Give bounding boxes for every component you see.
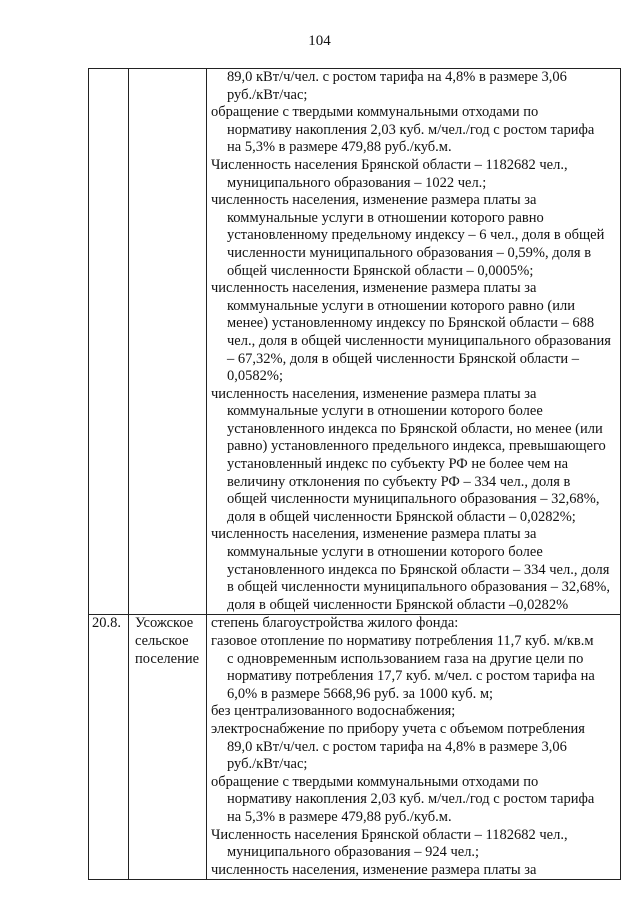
text-line: нормативу накопления 2,03 куб. м/чел./год с ростом тарифа (227, 121, 595, 138)
text-line: руб./кВт/час; (227, 86, 308, 103)
description-cell (207, 69, 621, 615)
text-line: нормативу накопления 2,03 куб. м/чел./год с ростом тарифа (227, 791, 595, 808)
text-line: установленного индекса по Брянской области – 334 чел., доля (227, 561, 610, 578)
settlement-name-cell (129, 69, 207, 615)
text-line: коммунальные услуги в отношении которого равно (227, 209, 544, 226)
settlement-name-line: Усожское (135, 615, 194, 632)
text-line: без централизованного водоснабжения; (211, 703, 456, 720)
text-line: электроснабжение по прибору учета с объемом потребления (211, 720, 585, 737)
page-number: 104 (308, 33, 331, 49)
text-line: равно) установленного предельного индекса, превышающего (227, 438, 606, 455)
description-cell (207, 615, 621, 880)
table-row-20-8 (89, 615, 621, 880)
text-line: 89,0 кВт/ч/чел. с ростом тарифа на 4,8% в размере 3,06 (227, 69, 567, 85)
settlement-name-line: сельское (135, 633, 189, 649)
text-line: чел., доля в общей численности муниципального образования (227, 332, 611, 349)
text-line: численность населения, изменение размера платы за (211, 861, 537, 878)
row-number-cell (89, 69, 129, 615)
text-line: менее) установленному индексу по Брянской области – 688 (227, 315, 595, 332)
text-line: численность населения, изменение размера платы за (211, 192, 537, 209)
text-line: муниципального образования – 924 чел.; (227, 844, 480, 861)
text-line: численность населения, изменение размера платы за (211, 385, 537, 402)
text-line: в общей численности муниципального образования – 32,68%, (227, 579, 610, 596)
settlement-name-line: поселение (135, 650, 200, 667)
text-line: нормативу потребления 17,7 куб. м/чел. с ростом тарифа на (227, 668, 595, 685)
text-line: коммунальные услуги в отношении которого более (227, 403, 543, 420)
text-line: установленному предельному индексу – 6 чел., доля в общей (227, 227, 605, 244)
row-number-cell: 20.8. (89, 615, 129, 880)
text-line: Численность населения Брянской области – 1182682 чел., (211, 826, 568, 843)
settlement-name-cell (129, 615, 207, 880)
text-line: величину отклонения по субъекту РФ – 334 чел., доля в (227, 473, 571, 490)
text-line: установленный индекс по субъекту РФ не более чем на (227, 456, 569, 473)
text-line: обращение с твердыми коммунальными отходами по (211, 104, 539, 121)
text-line: доля в общей численности Брянской области – 0,0282%; (227, 508, 576, 525)
text-line: на 5,3% в размере 479,88 руб./куб.м. (227, 808, 452, 825)
text-line: 6,0% в размере 5668,96 руб. за 1000 куб. м; (227, 685, 494, 702)
text-line: с одновременным использованием газа на другие цели по (227, 650, 584, 667)
document-table (88, 68, 621, 880)
text-line: общей численности Брянской области – 0,0005%; (227, 262, 534, 279)
text-line: степень благоустройства жилого фонда: (211, 615, 459, 632)
text-line: коммунальные услуги в отношении которого более (227, 544, 543, 561)
text-line: 89,0 кВт/ч/чел. с ростом тарифа на 4,8% в размере 3,06 (227, 738, 567, 755)
text-line: – 67,32%, доля в общей численности Брянской области – (227, 350, 580, 367)
text-line: численность населения, изменение размера платы за (211, 280, 537, 297)
text-line: общей численности муниципального образования – 32,68%, (227, 491, 600, 508)
text-line: руб./кВт/час; (227, 756, 308, 773)
text-line: обращение с твердыми коммунальными отходами по (211, 773, 539, 790)
text-line: численность населения, изменение размера платы за (211, 526, 537, 543)
text-line: на 5,3% в размере 479,88 руб./куб.м. (227, 139, 452, 156)
text-line: муниципального образования – 1022 чел.; (227, 174, 487, 191)
text-line: газовое отопление по нормативу потребления 11,7 куб. м/кв.м (211, 633, 594, 649)
text-line: 0,0582%; (227, 368, 283, 385)
text-line: установленного индекса по Брянской области, но менее (или (227, 420, 603, 437)
text-line: коммунальные услуги в отношении которого равно (или (227, 297, 575, 314)
text-line: Численность населения Брянской области – 1182682 чел., (211, 156, 568, 173)
table-row-continued (89, 69, 621, 615)
text-line: доля в общей численности Брянской области –0,0282% (227, 596, 569, 613)
text-line: численности муниципального образования – 0,59%, доля в (227, 244, 592, 261)
